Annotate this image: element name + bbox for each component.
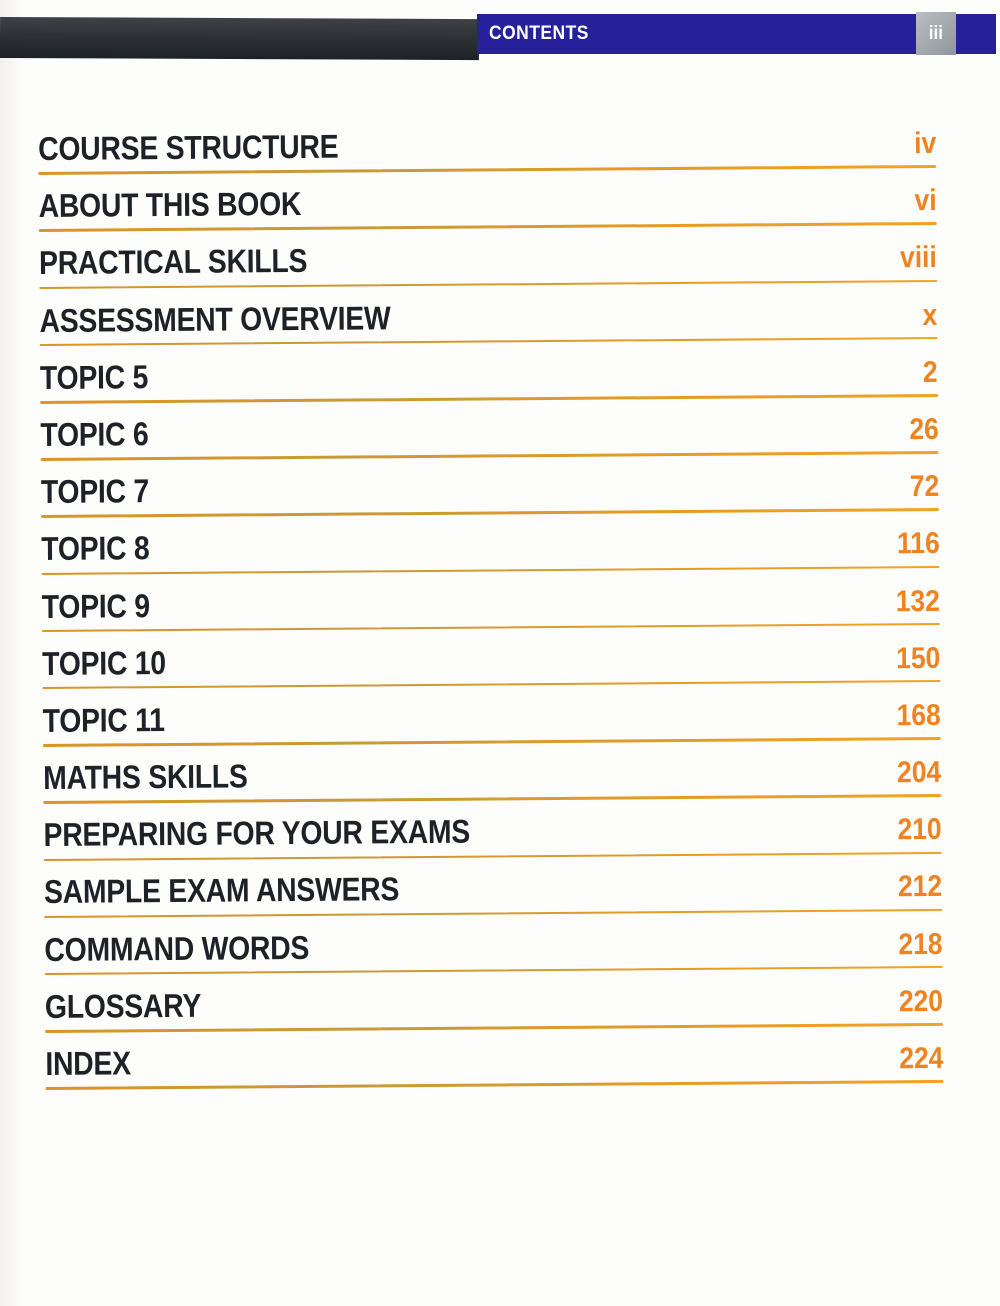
toc-entry bbox=[44, 921, 942, 985]
toc-entry-label: ASSESSMENT OVERVIEW bbox=[39, 298, 391, 339]
toc-entry-rule bbox=[45, 1023, 943, 1033]
page-number-label: iii bbox=[928, 22, 944, 44]
toc-entry-rule bbox=[44, 851, 942, 861]
toc-entry-rule bbox=[44, 909, 942, 919]
toc-entry-page: 2 bbox=[923, 355, 939, 389]
toc-entry-rule bbox=[40, 337, 938, 347]
toc-entry-label: TOPIC 5 bbox=[39, 357, 149, 396]
toc-entry-rule bbox=[42, 623, 940, 633]
toc-entry-page: 210 bbox=[897, 813, 942, 847]
toc-entry-rule bbox=[45, 966, 943, 976]
toc-entry-rule bbox=[39, 222, 937, 232]
toc-entry-rule bbox=[43, 737, 941, 747]
toc-entry-label: INDEX bbox=[45, 1044, 131, 1082]
toc-entry bbox=[43, 806, 941, 870]
toc-entry-page: 72 bbox=[909, 470, 939, 504]
toc-entry-label: TOPIC 6 bbox=[40, 415, 149, 453]
toc-entry bbox=[39, 292, 937, 356]
toc-entry-page: 218 bbox=[898, 927, 943, 961]
toc-entry-page: vi bbox=[914, 184, 937, 218]
toc-entry bbox=[44, 863, 942, 927]
toc-entry-page: 116 bbox=[896, 527, 940, 561]
toc-entry-rule bbox=[38, 165, 936, 175]
toc-entry-rule bbox=[42, 680, 940, 690]
toc-entry-page: 204 bbox=[896, 755, 942, 790]
toc-entry bbox=[39, 234, 937, 298]
toc-entry bbox=[40, 349, 938, 413]
toc-entry-rule bbox=[41, 566, 939, 576]
page-number-box bbox=[916, 12, 956, 55]
toc-entry-label: SAMPLE EXAM ANSWERS bbox=[43, 870, 400, 911]
toc-entry-label: PRACTICAL SKILLS bbox=[38, 242, 308, 282]
toc-entry-label: TOPIC 8 bbox=[41, 529, 150, 568]
toc-entry-page: 132 bbox=[895, 584, 940, 618]
toc-entry-page: 224 bbox=[899, 1041, 944, 1076]
toc-entry-label: TOPIC 10 bbox=[42, 643, 166, 682]
toc-entry-label: TOPIC 11 bbox=[42, 700, 165, 739]
toc-entry-page: 168 bbox=[896, 698, 941, 733]
toc-entry bbox=[38, 120, 936, 184]
toc-entry-rule bbox=[41, 508, 939, 518]
toc-entry bbox=[40, 406, 938, 470]
toc-entry bbox=[38, 177, 936, 241]
toc-entry-rule bbox=[39, 280, 937, 290]
toc-entry-rule bbox=[46, 1080, 944, 1090]
toc-entry-label: MATHS SKILLS bbox=[42, 757, 248, 797]
toc-entry-rule bbox=[40, 394, 938, 404]
toc-entry-label: TOPIC 7 bbox=[40, 472, 150, 511]
toc-entry bbox=[41, 520, 939, 584]
toc-entry-page: 26 bbox=[908, 412, 939, 447]
toc-entry-label: PREPARING FOR YOUR EXAMS bbox=[43, 812, 471, 854]
toc-list bbox=[38, 120, 944, 1099]
toc-entry bbox=[45, 1035, 943, 1099]
toc-entry-label: TOPIC 9 bbox=[41, 586, 150, 625]
toc-entry-page: 220 bbox=[898, 984, 944, 1019]
toc-entry bbox=[42, 577, 940, 641]
toc-entry-rule bbox=[43, 794, 941, 804]
toc-entry-label: COMMAND WORDS bbox=[44, 928, 310, 968]
header-dark-bar bbox=[0, 17, 479, 60]
toc-entry-rule bbox=[41, 451, 939, 461]
toc-entry-page: x bbox=[922, 298, 938, 332]
toc-entry-label: ABOUT THIS BOOK bbox=[38, 185, 302, 225]
toc-entry-label: COURSE STRUCTURE bbox=[38, 127, 339, 167]
toc-entry bbox=[41, 463, 939, 527]
toc-entry-label: GLOSSARY bbox=[44, 986, 202, 1025]
toc-entry-page: 150 bbox=[896, 641, 941, 675]
toc-entry bbox=[45, 978, 943, 1042]
toc-entry bbox=[42, 692, 940, 756]
toc-entry bbox=[42, 635, 940, 699]
page-title: CONTENTS bbox=[489, 23, 589, 44]
toc-entry bbox=[43, 749, 941, 813]
toc-entry-page: viii bbox=[900, 241, 938, 275]
toc-entry-page: 212 bbox=[897, 870, 943, 904]
toc-entry-page: iv bbox=[914, 126, 937, 161]
